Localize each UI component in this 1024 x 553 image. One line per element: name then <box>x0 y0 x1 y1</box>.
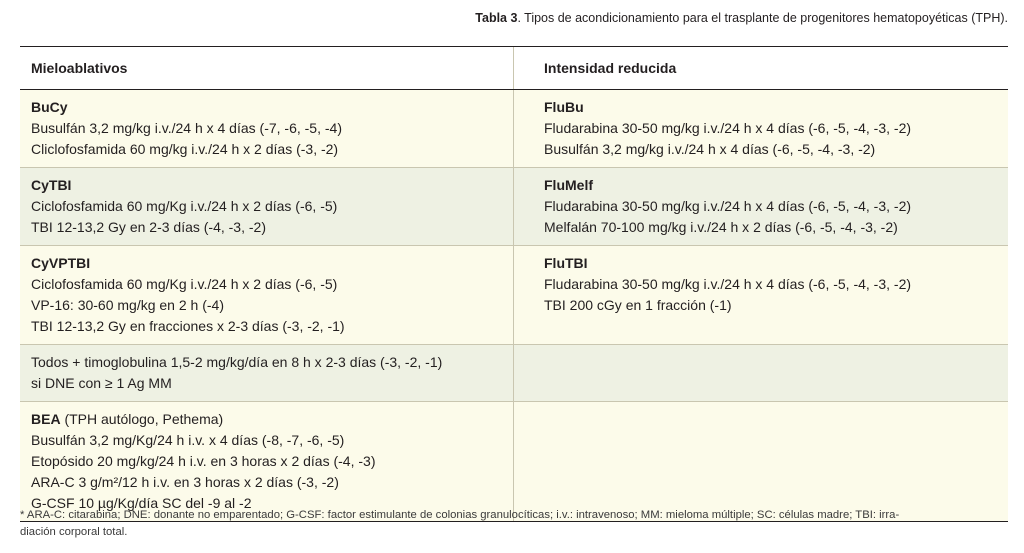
regimen-title: BuCy <box>31 99 68 115</box>
caption-text: . Tipos de acondicionamiento para el trasplante de progenitores hematopoyéticas (TPH). <box>517 11 1008 25</box>
regimen-title-line <box>31 409 505 430</box>
regimen-title-note: (TPH autólogo, Pethema) <box>60 411 224 427</box>
table-row <box>20 402 1008 521</box>
table-cell-right-empty <box>514 345 1008 401</box>
regimen-line: TBI 12-13,2 Gy en 2-3 días (-4, -3, -2) <box>31 219 266 235</box>
regimen-title: FluMelf <box>544 177 593 193</box>
regimen-line: TBI 200 cGy en 1 fracción (-1) <box>544 297 732 313</box>
regimen-title: CyTBI <box>31 177 72 193</box>
table-row <box>20 345 1008 402</box>
table-cell-right <box>514 90 1008 167</box>
regimen-line: Busulfán 3,2 mg/kg i.v./24 h x 4 días (-6, -5, -4, -3, -2) <box>544 141 876 157</box>
table-cell-right <box>514 168 1008 245</box>
regimen-line: Todos + timoglobulina 1,5-2 mg/kg/día en 8 h x 2-3 días (-3, -2, -1) <box>31 354 443 370</box>
regimen-line: TBI 12-13,2 Gy en fracciones x 2-3 días (-3, -2, -1) <box>31 318 345 334</box>
header-mieloablativos: Mieloablativos <box>20 47 514 89</box>
header-intensidad-reducida: Intensidad reducida <box>544 60 677 76</box>
regimen-line: Fludarabina 30-50 mg/kg i.v./24 h x 4 días (-6, -5, -4, -3, -2) <box>544 198 912 214</box>
regimen-line: VP-16: 30-60 mg/kg en 2 h (-4) <box>31 297 224 313</box>
regimen-line: Fludarabina 30-50 mg/kg i.v./24 h x 4 días (-6, -5, -4, -3, -2) <box>544 276 912 292</box>
footnote-line: diación corporal total. <box>20 526 128 538</box>
table-cell-left <box>20 246 514 344</box>
table-cell-left <box>20 90 514 167</box>
table-cell-left <box>20 402 514 521</box>
table-cell-right-empty <box>514 402 1008 521</box>
table-cell-left <box>20 168 514 245</box>
regimen-title: FluBu <box>544 99 584 115</box>
regimen-line: Ciclofosfamida 60 mg/Kg i.v./24 h x 2 días (-6, -5) <box>31 276 338 292</box>
footnote-line: * ARA-C: citarabina; DNE: donante no emparentado; G-CSF: factor estimulante de colonias granulocíticas; i.v.: intravenoso; MM: mieloma múltiple; SC: células madre; TBI: irra- <box>20 509 900 521</box>
table-cell-right <box>514 246 1008 344</box>
regimen-line: G-CSF 10 µg/Kg/día SC del -9 al -2 <box>31 495 252 511</box>
table-footnote <box>20 507 1010 541</box>
conditioning-table <box>20 46 1008 522</box>
caption-label: Tabla 3 <box>475 11 518 25</box>
table-caption <box>475 11 1008 25</box>
regimen-title: FluTBI <box>544 255 588 271</box>
regimen-line: ARA-C 3 g/m²/12 h i.v. en 3 horas x 2 días (-3, -2) <box>31 474 339 490</box>
table-row <box>20 246 1008 345</box>
regimen-line: Busulfán 3,2 mg/Kg/24 h i.v. x 4 días (-8, -7, -6, -5) <box>31 432 345 448</box>
regimen-line: Cliclofosfamida 60 mg/kg i.v./24 h x 2 días (-3, -2) <box>31 141 339 157</box>
regimen-line: Melfalán 70-100 mg/kg i.v./24 h x 2 días (-6, -5, -4, -3, -2) <box>544 219 898 235</box>
table-row <box>20 168 1008 246</box>
regimen-line: Fludarabina 30-50 mg/kg i.v./24 h x 4 días (-6, -5, -4, -3, -2) <box>544 120 912 136</box>
regimen-line: Ciclofosfamida 60 mg/Kg i.v./24 h x 2 días (-6, -5) <box>31 198 338 214</box>
regimen-title: CyVPTBI <box>31 255 91 271</box>
table-row <box>20 90 1008 168</box>
regimen-line: si DNE con ≥ 1 Ag MM <box>31 375 172 391</box>
regimen-title: BEA <box>31 411 61 427</box>
regimen-line: Busulfán 3,2 mg/kg i.v./24 h x 4 días (-7, -6, -5, -4) <box>31 120 342 136</box>
table-cell-left <box>20 345 514 401</box>
table-header-row <box>20 47 1008 90</box>
regimen-line: Etopósido 20 mg/kg/24 h i.v. en 3 horas x 2 días (-4, -3) <box>31 453 376 469</box>
